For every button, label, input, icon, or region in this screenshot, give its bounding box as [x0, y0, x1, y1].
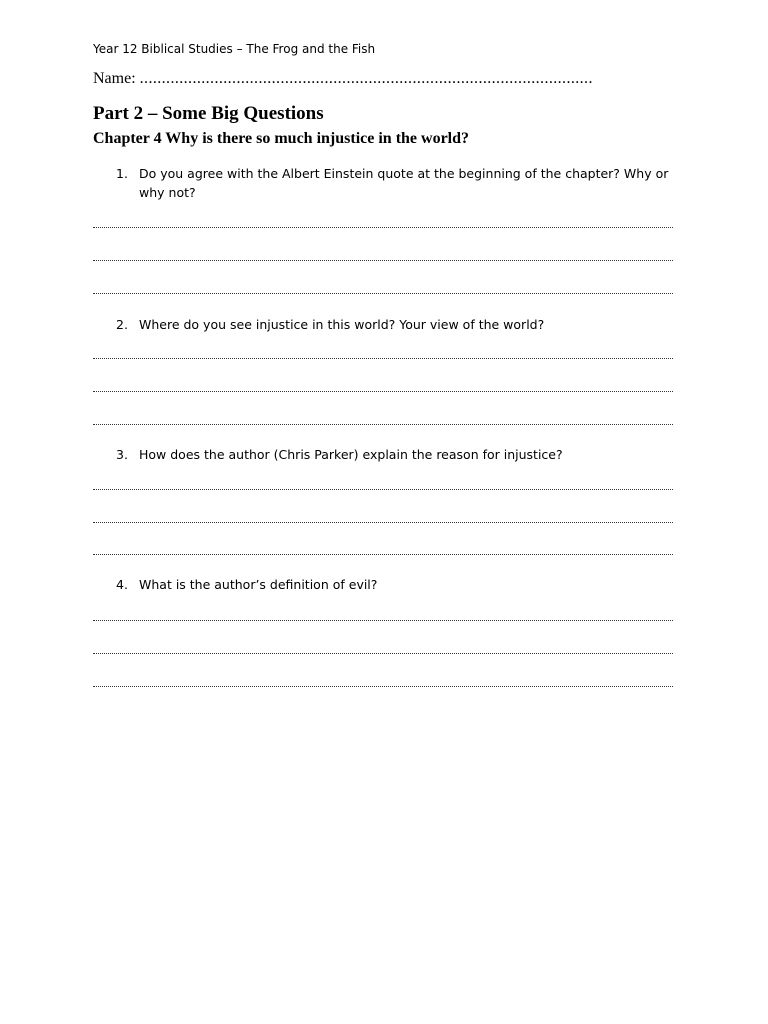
question-text: Where do you see injustice in this world? Your view of the world?	[139, 317, 545, 332]
question-text: What is the author’s definition of evil?	[139, 577, 378, 592]
question-3	[116, 445, 676, 464]
name-blank[interactable]: .......................................................................................................	[139, 70, 593, 87]
question-number: 1.	[116, 166, 128, 181]
question-text: How does the author (Chris Parker) explain the reason for injustice?	[139, 447, 563, 462]
chapter-title: Chapter 4 Why is there so much injustice in the world?	[93, 130, 470, 147]
answer-line[interactable]	[93, 358, 673, 359]
part-title: Part 2 – Some Big Questions	[93, 103, 324, 124]
question-number: 2.	[116, 317, 128, 332]
question-4	[116, 575, 676, 594]
answer-line[interactable]	[93, 653, 673, 654]
answer-line[interactable]	[93, 293, 673, 294]
name-field	[93, 70, 602, 88]
question-text: Do you agree with the Albert Einstein quote at the beginning of the chapter? Why or why not?	[139, 166, 669, 200]
question-2	[116, 315, 676, 334]
answer-line[interactable]	[93, 391, 673, 392]
answer-line[interactable]	[93, 554, 673, 555]
answer-line[interactable]	[93, 227, 673, 228]
answer-line[interactable]	[93, 686, 673, 687]
answer-line[interactable]	[93, 522, 673, 523]
name-label: Name:	[93, 70, 136, 87]
question-number: 4.	[116, 577, 128, 592]
answer-line[interactable]	[93, 260, 673, 261]
course-header: Year 12 Biblical Studies – The Frog and the Fish	[93, 42, 376, 56]
answer-line[interactable]	[93, 489, 673, 490]
answer-line[interactable]	[93, 424, 673, 425]
question-number: 3.	[116, 447, 128, 462]
answer-line[interactable]	[93, 620, 673, 621]
question-1	[116, 164, 676, 202]
